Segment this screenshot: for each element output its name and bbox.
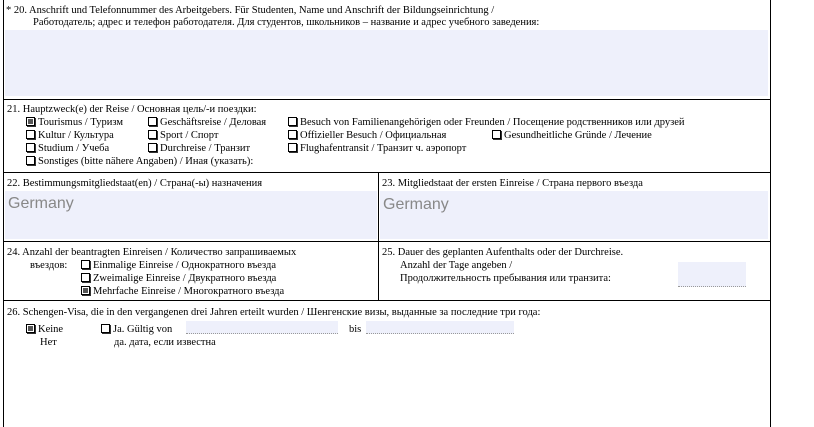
section-24-25 [4,242,770,301]
checkbox-none[interactable] [26,324,35,333]
purpose-study[interactable]: Studium / Учеба [26,143,109,155]
purpose-official[interactable]: Offizieller Besuch / Официальная [288,130,446,142]
checkbox-family-visit[interactable] [288,117,297,126]
entries-double[interactable]: Zweimalige Einreise / Двукратного въезда [81,273,276,285]
divider [378,242,379,301]
s23-label: 23. Mitgliedstaat der ersten Einreise / Страна первого въезда [382,178,643,189]
s25-label-2: Anzahl der Tage angeben / [400,260,513,271]
s22-label: 22. Bestimmungsmitgliedstaat(en) / Страна(-ы) назначения [7,178,263,189]
schengen-yes[interactable]: Ja. Gültig von [101,324,172,336]
s24-label: 24. Anzahl der beantragten Einreisen / Количество запрашиваемых [7,247,297,258]
purpose-tourism[interactable]: Tourismus / Туризм [26,117,123,129]
purpose-family-visit[interactable]: Besuch von Familienangehörigen oder Freunden / Посещение родственников или друзей [288,117,685,129]
s21-label: 21. Hauptzweck(e) der Reise / Основная цель/-и поездки: [7,104,257,115]
checkbox-yes[interactable] [101,324,110,333]
checkbox-official[interactable] [288,130,297,139]
valid-from-field[interactable] [186,321,338,334]
first-entry-state-value: Germany [383,196,449,213]
checkbox-other[interactable] [26,156,35,165]
checkbox-study[interactable] [26,143,35,152]
checkbox-airport-transit[interactable] [288,143,297,152]
bis-label: bis [349,324,362,335]
divider [378,173,379,242]
section-21 [4,100,770,173]
duration-days-field[interactable] [678,262,746,287]
purpose-medical[interactable]: Gesundheitliche Gründe / Лечение [492,130,652,142]
employer-address-field[interactable] [5,30,768,96]
valid-until-field[interactable] [366,321,514,334]
schengen-none[interactable]: Keine [26,324,63,336]
purpose-other[interactable]: Sonstiges (bitte nähere Angaben) / Иная (указать): [26,156,253,168]
section-20 [4,0,770,100]
destination-state-value: Germany [8,195,74,212]
s20-label-ru: Работодатель; адрес и телефон работодателя. Для студентов, школьников – название и адрес учебного заведения: [33,17,540,28]
purpose-transit[interactable]: Durchreise / Транзит [148,143,250,155]
s20-label-de: * 20. Anschrift und Telefonnummer des Arbeitgebers. Für Studenten, Name und Anschrift der Bildungseinrichtung / [6,5,495,16]
checkbox-tourism[interactable] [26,117,35,126]
purpose-airport-transit[interactable]: Flughafentransit / Транзит ч. аэропорт [288,143,466,155]
checkbox-sport[interactable] [148,130,157,139]
s25-label: 25. Dauer des geplanten Aufenthalts oder der Durchreise. [382,247,624,258]
schengen-yes-ru: да. дата, если известна [114,337,216,348]
section-22-23 [4,173,770,242]
checkbox-single-entry[interactable] [81,260,90,269]
checkbox-double-entry[interactable] [81,273,90,282]
checkbox-medical[interactable] [492,130,501,139]
checkbox-transit[interactable] [148,143,157,152]
s25-label-3: Продолжительность пребывания или транзита: [400,273,611,284]
checkbox-business[interactable] [148,117,157,126]
purpose-business[interactable]: Geschäftsreise / Деловая [148,117,266,129]
schengen-none-ru: Нет [40,337,57,348]
section-26 [4,301,770,427]
purpose-sport[interactable]: Sport / Спорт [148,130,219,142]
checkbox-culture[interactable] [26,130,35,139]
s26-label: 26. Schengen-Visa, die in den vergangenen drei Jahren erteilt wurden / Шенгенские визы, выданные за последние три года: [7,307,541,318]
entries-multiple[interactable]: Mehrfache Einreise / Многократного въезда [81,286,284,298]
visa-form [3,0,771,427]
s24-label-cont: въездов: [30,260,68,271]
checkbox-multiple-entry[interactable] [81,286,90,295]
entries-single[interactable]: Einmalige Einreise / Однократного въезда [81,260,276,272]
purpose-culture[interactable]: Kultur / Культура [26,130,114,142]
